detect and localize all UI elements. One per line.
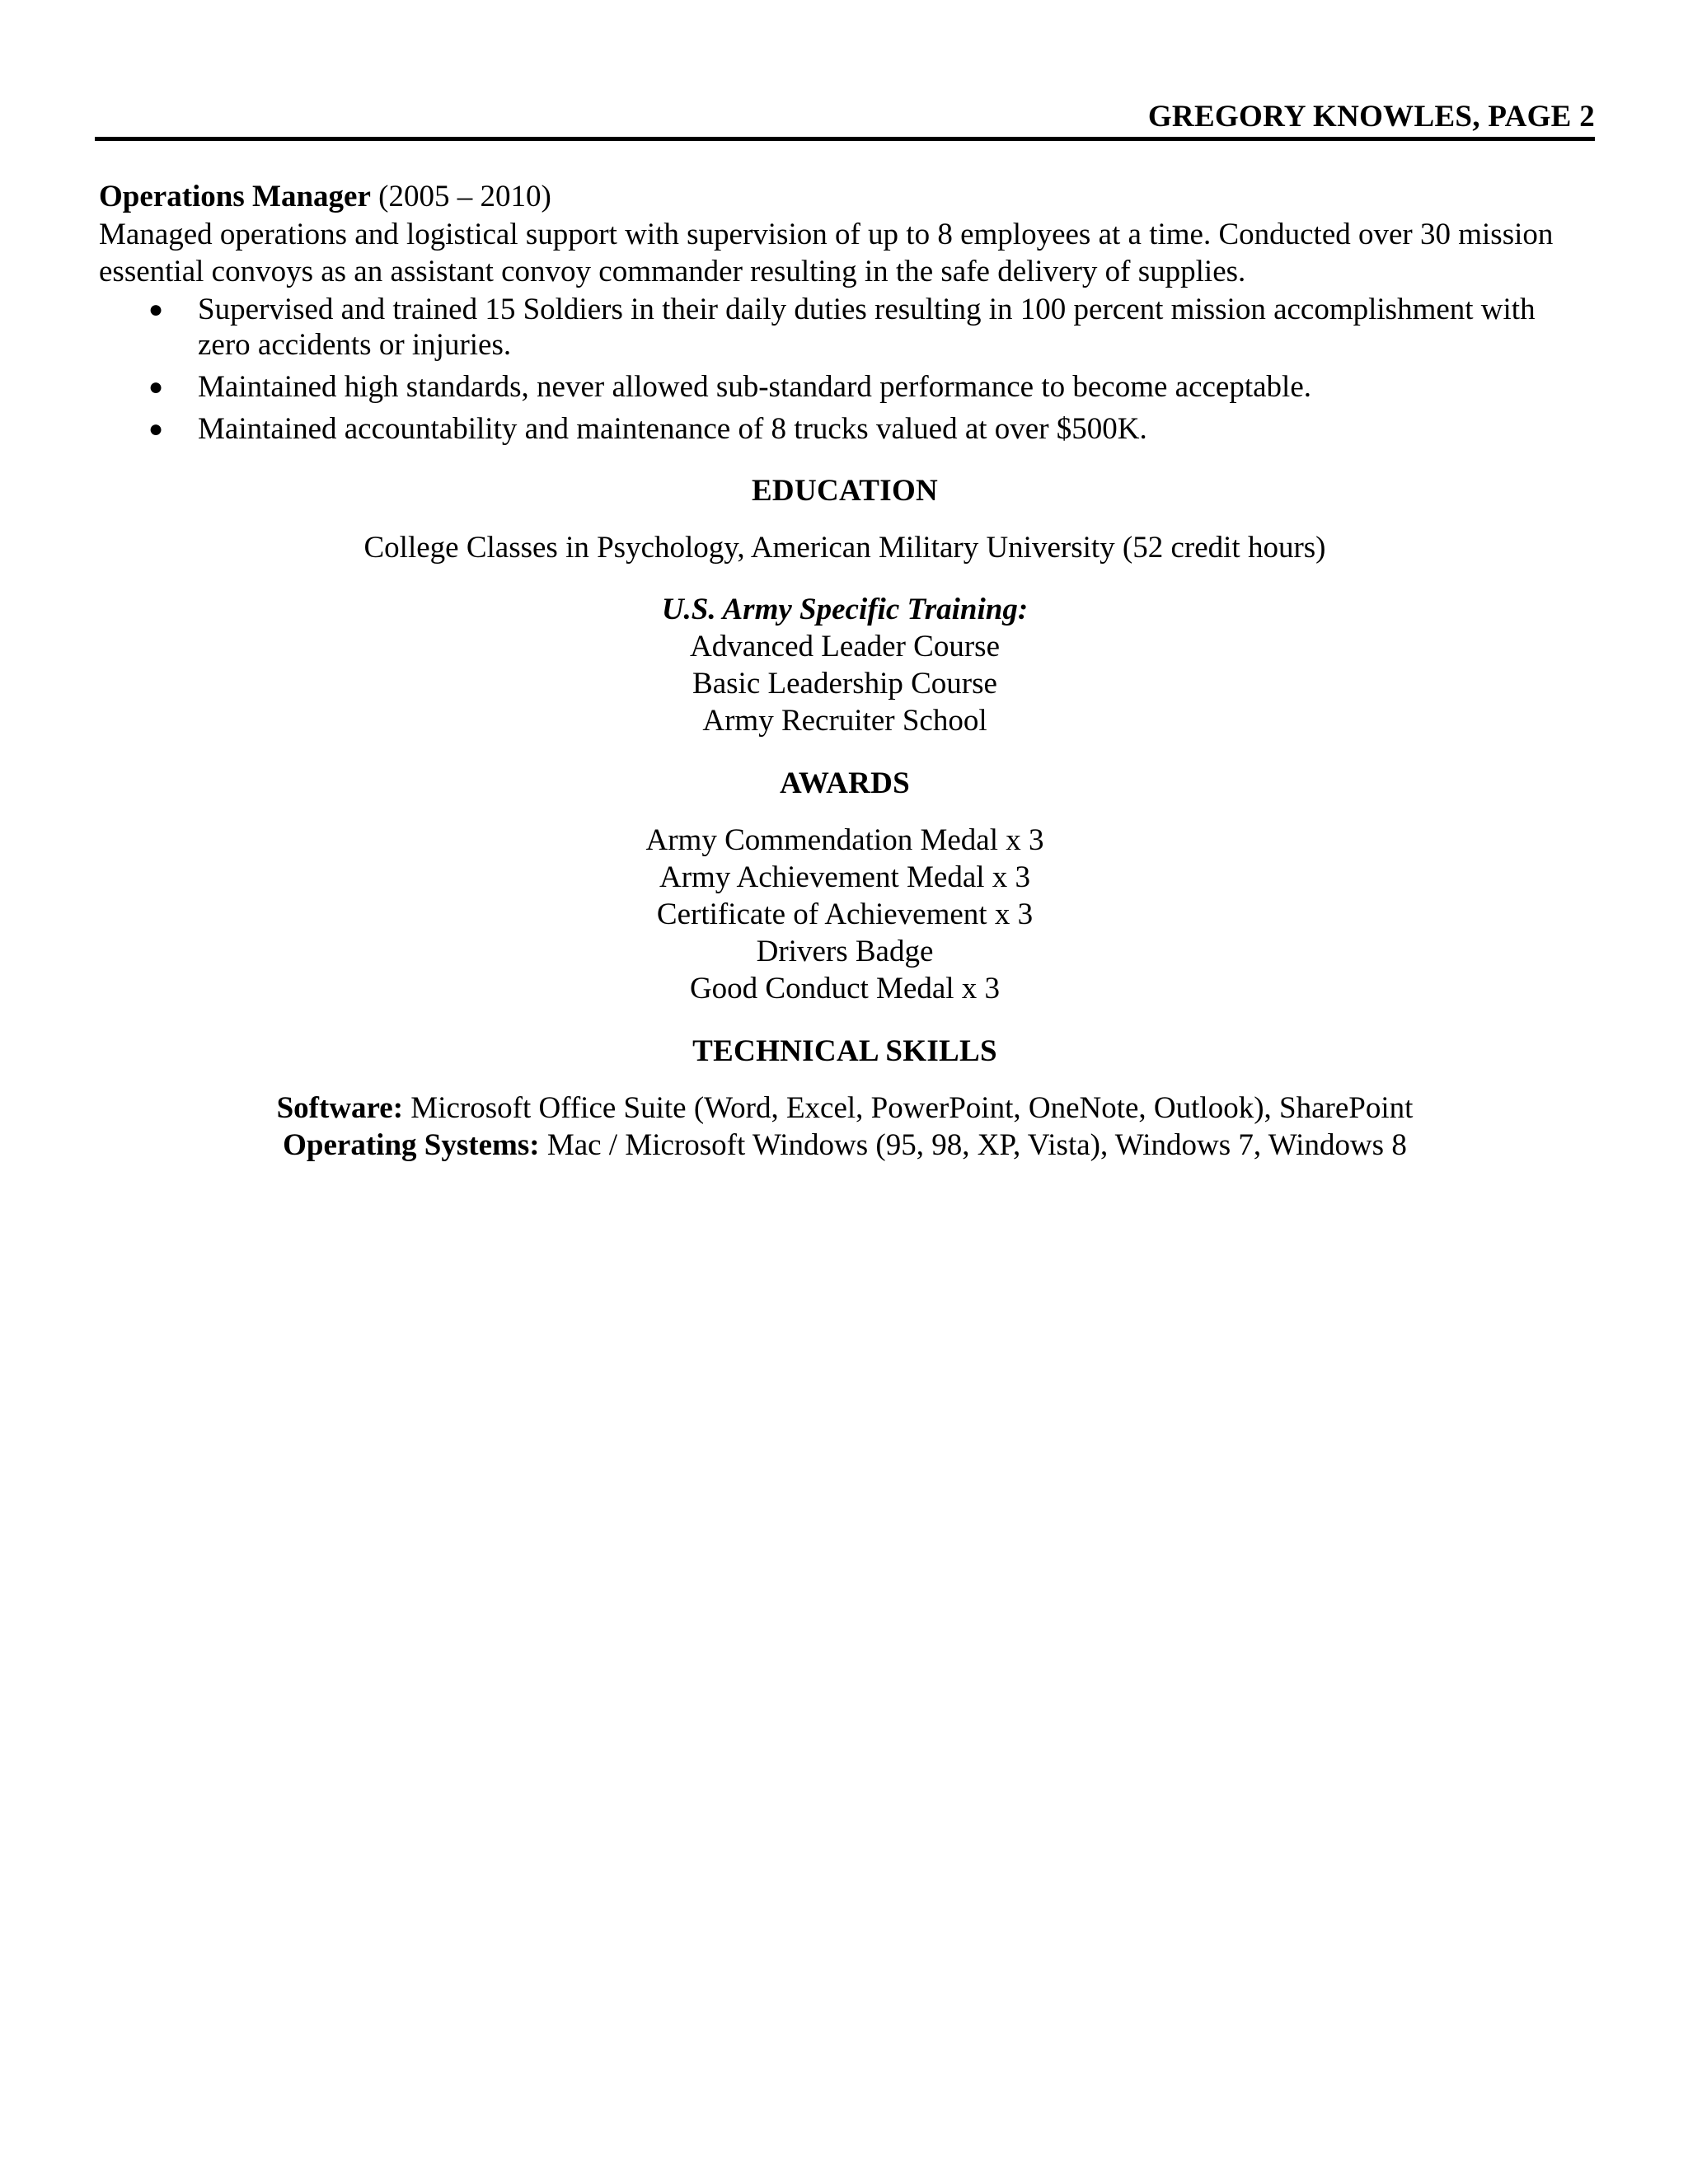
list-item bbox=[99, 369, 1591, 405]
job-heading bbox=[99, 177, 1591, 216]
bullet-text: Maintained high standards, never allowed sub-standard performance to become acceptable. bbox=[198, 370, 1311, 404]
education-heading: EDUCATION bbox=[751, 474, 939, 508]
software-line bbox=[99, 1090, 1591, 1127]
bullet-icon: ● bbox=[148, 373, 164, 401]
award-item: Drivers Badge bbox=[756, 935, 934, 968]
os-label: Operating Systems: bbox=[283, 1128, 540, 1162]
education-section bbox=[99, 471, 1591, 739]
training-item: Army Recruiter School bbox=[702, 704, 987, 738]
bullet-icon: ● bbox=[148, 296, 164, 323]
bullet-text: Supervised and trained 15 Soldiers in their daily duties resulting in 100 percent mission accomplishment with zero accidents or injuries. bbox=[198, 293, 1536, 362]
job-dates: (2005 – 2010) bbox=[378, 180, 551, 213]
skills-section bbox=[99, 1032, 1591, 1164]
list-item bbox=[99, 411, 1591, 447]
training-heading: U.S. Army Specific Training: bbox=[661, 593, 1029, 626]
list-item bbox=[99, 292, 1591, 363]
training-item: Basic Leadership Course bbox=[692, 667, 997, 701]
header-rule bbox=[95, 137, 1595, 141]
bullet-icon: ● bbox=[148, 415, 164, 443]
awards-section bbox=[99, 764, 1591, 1007]
award-item: Army Achievement Medal x 3 bbox=[659, 860, 1031, 894]
award-item: Good Conduct Medal x 3 bbox=[689, 972, 1001, 1005]
resume-content bbox=[99, 177, 1591, 1164]
os-line bbox=[99, 1127, 1591, 1164]
job-bullet-list bbox=[99, 292, 1591, 447]
award-item: Army Commendation Medal x 3 bbox=[645, 823, 1044, 857]
awards-heading: AWARDS bbox=[779, 766, 911, 800]
os-value: Mac / Microsoft Windows (95, 98, XP, Vista), Windows 7, Windows 8 bbox=[539, 1128, 1407, 1162]
software-value: Microsoft Office Suite (Word, Excel, PowerPoint, OneNote, Outlook), SharePoint bbox=[403, 1091, 1414, 1125]
skills-heading: TECHNICAL SKILLS bbox=[692, 1034, 997, 1068]
job-title: Operations Manager bbox=[99, 180, 371, 213]
award-item: Certificate of Achievement x 3 bbox=[656, 898, 1034, 931]
job-summary: Managed operations and logistical support with supervision of up to 8 employees at a time. Conducted over 30 mission essential convoys as an assistant convoy commander resulting in the safe delivery of supplies. bbox=[99, 218, 1554, 288]
education-college: College Classes in Psychology, American Military University (52 credit hours) bbox=[363, 531, 1326, 565]
training-item: Advanced Leader Course bbox=[690, 630, 1000, 663]
page-header: GREGORY KNOWLES, PAGE 2 bbox=[1147, 100, 1595, 134]
software-label: Software: bbox=[276, 1091, 404, 1125]
bullet-text: Maintained accountability and maintenance of 8 trucks valued at over $500K. bbox=[198, 412, 1147, 446]
